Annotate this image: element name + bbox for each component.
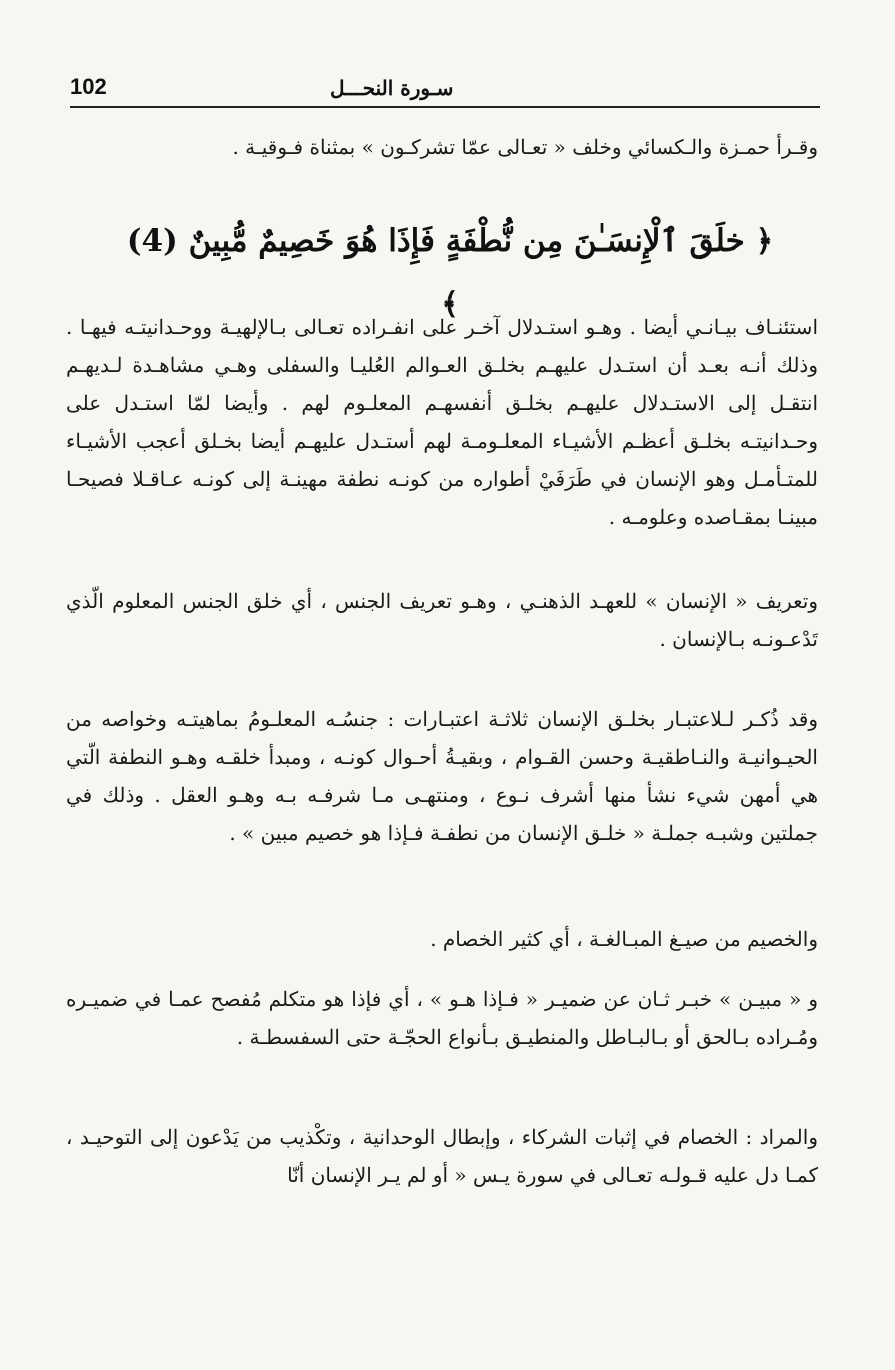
- verse-text: خلَقَ ٱلْإِنسَـٰنَ مِن نُّطْفَةٍ فَإِذَا هُوَ خَصِيمٌ مُّبِينٌ (4): [126, 223, 745, 259]
- paragraph-2: وتعريف « الإنسان » للعهـد الذهنـي ، وهـو تعريف الجنس ، أي خلق الجنس المعلوم الّذي تَدْعـونـه بـالإنسان .: [66, 589, 818, 651]
- paragraph-6: والمراد : الخصام في إثبات الشركاء ، وإبطال الوحدانية ، وتكْذيب من يَدْعون إلى التوحيـد ، كمـا دل عليه قـولـه تعـالى في سورة يـس « أو لم يـر الإنسان أنّا: [66, 1125, 818, 1187]
- paragraph-5: و « مبيـن » خبـر ثـان عن ضميـر « فـإذا هـو » ، أي فإذا هو متكلم مُفصح عمـا في ضميـره ومُـراده بـالحق أو بـالبـاطل والمنطيـق بـأنواع الحجّـة حتى السفسطـة .: [66, 987, 818, 1049]
- header-rule: [70, 106, 820, 108]
- page-header: [70, 62, 820, 110]
- paragraph-1: استئنـاف بيـانـي أيضا . وهـو استـدلال آخـر على انفـراده تعـالى بـالإلهيـة ووحـدانيتـه فيهـا . وذلك أنـه بعـد أن استـدل عليهـم بخلـق العـوالم العُليـا والسفلى وهـي مشاهـدة لـديهـم انتقـل إلى الاستـدلال عليهـم بخلـق أنفسهـم المعلـوم لهم . وأيضا لمّا استـدل على وحـدانيتـه بخلـق أعظـم الأشيـاء المعلـومـة لهم أستـدل عليهـم أيضا بخـلق أعجب الأشيـاء للمتـأمـل وهو الإنسان في طَرَفَيْ أطواره من كونـه نطفة مهينـة إلى كونـه عـاقـلا فصيحـا مبينـا بمقـاصده وعلومـه .: [66, 315, 818, 529]
- running-title: سـورة النحـــل: [330, 76, 454, 100]
- page-number: 102: [70, 74, 107, 99]
- intro-line: وقـرأ حمـزة والـكسائي وخلف « تعـالى عمّا تشركـون » بمثناة فـوقيـة .: [232, 135, 818, 159]
- verse-close-bracket: ﴾: [441, 287, 459, 322]
- verse-open-bracket: ﴿: [755, 224, 774, 259]
- paragraph-3: وقد ذُكـر لـلاعتبـار بخلـق الإنسان ثلاثـة اعتبـارات : جنسُـه المعلـومُ بماهيتـه وخواصه من الحيـوانيـة والنـاطقيـة وحسن القـوام ، وبقيـةُ أحـوال كونـه ، ومبدأ خلقـه وهـو النطفة الّتي هي أمهن شيء نشأ منها أشرف نـوع ، ومنتهـى مـا شرفـه بـه وهـو العقل . وذلك في جملتين وشبـه جملـة « خلـق الإنسان من نطفـة فـإذا هو خصيم مبين » .: [66, 707, 818, 845]
- paragraph-4: والخصيم من صيـغ المبـالغـة ، أي كثير الخصام .: [430, 927, 818, 951]
